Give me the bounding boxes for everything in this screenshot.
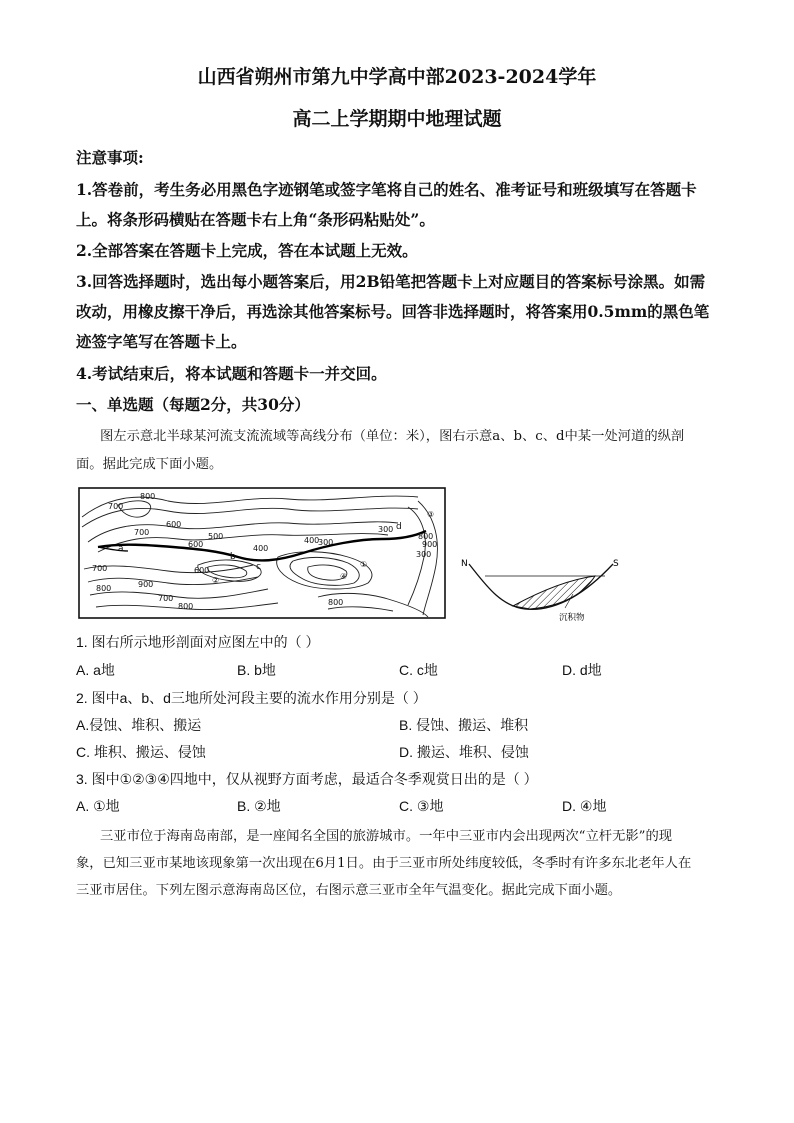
notice-line: 4.考试结束后，将本试题和答题卡一并交回。 bbox=[76, 364, 387, 383]
intro-paragraph-line: 图左示意北半球某河流支流流域等高线分布（单位：米），图右示意a、b、c、d中某一处河道的纵剖 bbox=[100, 429, 685, 444]
contour-label: 600 bbox=[166, 520, 182, 529]
option-d[interactable]: D. ④地 bbox=[562, 798, 607, 814]
question-stem: 2. 图中a、b、d三地所处河段主要的流水作用分别是（ ） bbox=[76, 690, 427, 706]
sediment-label: 沉积物 bbox=[559, 613, 585, 623]
notice-line: 改动，用橡皮擦干净后，再选涂其他答案标号。回答非选择题时，将答案用0.5mm的黑色笔 bbox=[76, 302, 710, 321]
question-stem: 1. 图右所示地形剖面对应图左中的（ ） bbox=[76, 634, 320, 650]
option-d[interactable]: D. d地 bbox=[562, 662, 602, 678]
option-b[interactable]: B. ②地 bbox=[237, 798, 281, 814]
marker-4: ④ bbox=[340, 572, 348, 581]
point-label-a: a bbox=[118, 544, 124, 554]
section-heading: 一、单选题（每题2分，共30分） bbox=[76, 395, 310, 414]
question-stem: 3. 图中①②③④四地中，仅从视野方面考虑，最适合冬季观赏日出的是（ ） bbox=[76, 771, 538, 787]
contour-label: 900 bbox=[422, 540, 438, 549]
marker-1: ① bbox=[360, 560, 368, 569]
option-a[interactable]: A.侵蚀、堆积、搬运 bbox=[76, 717, 202, 733]
intro-paragraph-line: 象，已知三亚市某地该现象第一次出现在6月1日。由于三亚市所处纬度较低，冬季时有许多东北老年人在 bbox=[76, 856, 692, 871]
notice-line: 3.回答选择题时，选出每小题答案后，用2B铅笔把答题卡上对应题目的答案标号涂黑。如需 bbox=[76, 272, 706, 291]
contour-label: 300 bbox=[318, 538, 334, 547]
contour-label: 800 bbox=[140, 492, 156, 501]
contour-label: 700 bbox=[158, 594, 174, 603]
contour-label: 300 bbox=[416, 550, 432, 559]
notice-line: 1.答卷前，考生务必用黑色字迹钢笔或签字笔将自己的姓名、准考证号和班级填写在答题卡 bbox=[76, 180, 697, 199]
option-c[interactable]: C. 堆积、搬运、侵蚀 bbox=[76, 744, 206, 760]
notice-heading: 注意事项: bbox=[76, 148, 144, 167]
intro-paragraph-line: 三亚市位于海南岛南部，是一座闻名全国的旅游城市。一年中三亚市内会出现两次“立杆无影”的现 bbox=[100, 829, 673, 844]
intro-paragraph-line: 三亚市居住。下列左图示意海南岛区位，右图示意三亚市全年气温变化。据此完成下面小题。 bbox=[76, 883, 622, 898]
contour-label: 800 bbox=[328, 598, 344, 607]
south-label: S bbox=[613, 559, 619, 569]
option-a[interactable]: A. a地 bbox=[76, 662, 115, 678]
exam-title-line2: 高二上学期期中地理试题 bbox=[292, 108, 502, 130]
contour-label: 500 bbox=[208, 532, 224, 541]
option-d[interactable]: D. 搬运、堆积、侵蚀 bbox=[399, 744, 529, 760]
notice-line: 2.全部答案在答题卡上完成，答在本试题上无效。 bbox=[76, 241, 418, 260]
point-label-d: d bbox=[396, 522, 402, 532]
north-label: N bbox=[461, 559, 468, 569]
contour-label: 600 bbox=[194, 566, 210, 575]
notice-line: 上。将条形码横贴在答题卡右上角“条形码粘贴处”。 bbox=[76, 210, 435, 229]
contour-label: 900 bbox=[138, 580, 154, 589]
river-profile-figure bbox=[455, 554, 630, 628]
contour-label: 300 bbox=[378, 525, 394, 534]
contour-label: 700 bbox=[134, 528, 150, 537]
option-c[interactable]: C. ③地 bbox=[399, 798, 444, 814]
point-label-c: c bbox=[256, 562, 261, 572]
marker-2: ② bbox=[212, 576, 220, 585]
exam-title-line1: 山西省朔州市第九中学高中部2023-2024学年 bbox=[197, 66, 597, 88]
contour-map-figure bbox=[78, 487, 446, 619]
contour-label: 400 bbox=[253, 544, 269, 553]
contour-label: 800 bbox=[96, 584, 112, 593]
contour-label: 700 bbox=[108, 502, 124, 511]
contour-label: 700 bbox=[92, 564, 108, 573]
contour-label: 400 bbox=[304, 536, 320, 545]
option-c[interactable]: C. c地 bbox=[399, 662, 438, 678]
contour-label: 800 bbox=[178, 602, 194, 611]
marker-3: ③ bbox=[427, 510, 435, 519]
contour-label: 800 bbox=[418, 532, 434, 541]
contour-label: 600 bbox=[188, 540, 204, 549]
intro-paragraph-line: 面。据此完成下面小题。 bbox=[76, 457, 223, 472]
option-b[interactable]: B. 侵蚀、搬运、堆积 bbox=[399, 717, 529, 733]
option-b[interactable]: B. b地 bbox=[237, 662, 276, 678]
point-label-b: b bbox=[230, 552, 236, 562]
notice-line: 迹签字笔写在答题卡上。 bbox=[76, 332, 247, 351]
option-a[interactable]: A. ①地 bbox=[76, 798, 120, 814]
